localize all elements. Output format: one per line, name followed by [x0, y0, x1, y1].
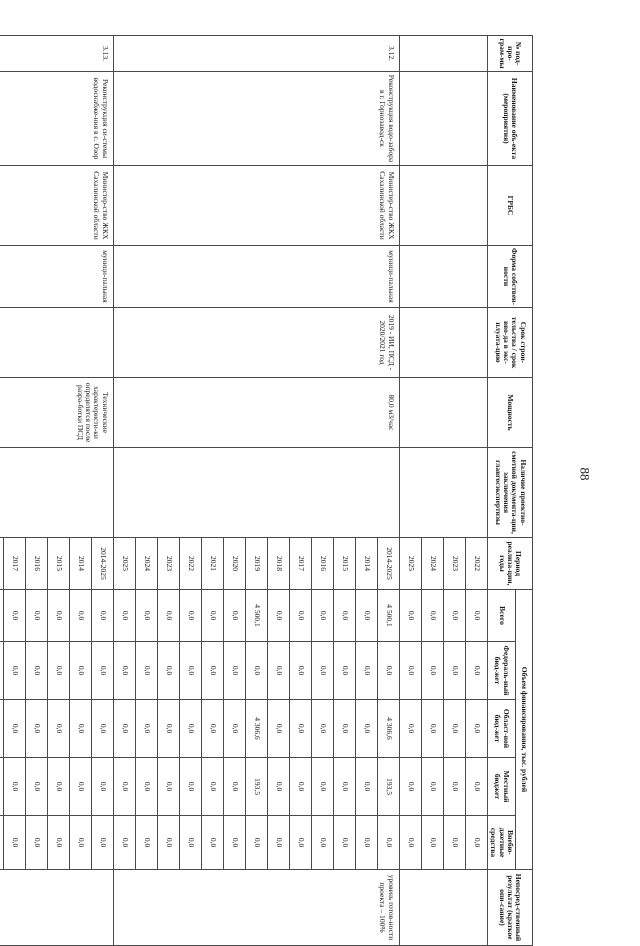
cell-federal	[0, 642, 3, 700]
cell-local: 193,5	[245, 758, 267, 816]
cell-local: 0,0	[179, 758, 201, 816]
cell-local: 0,0	[311, 758, 333, 816]
cell-private: 0,0	[91, 816, 113, 870]
item-ownership: муници-пальная	[113, 246, 399, 308]
cell-federal: 0,0	[443, 642, 465, 700]
cell-local: 0,0	[399, 758, 421, 816]
cell-total: 0,0	[267, 590, 289, 642]
cont-docs	[399, 448, 487, 538]
item-grbs: Министер-ство ЖКХ Сахалинской области	[113, 166, 399, 246]
cell-local: 0,0	[91, 758, 113, 816]
item-no: 3.12.	[113, 36, 399, 72]
header-result: Непосред-ственный результат (краткое опи-сание)	[487, 870, 532, 946]
cell-local	[0, 758, 3, 816]
cell-total: 0,0	[311, 590, 333, 642]
cell-year: 2017	[289, 538, 311, 590]
cell-year: 2020	[223, 538, 245, 590]
cell-regional: 0,0	[113, 700, 135, 758]
cell-year: 2023	[443, 538, 465, 590]
cell-federal: 0,0	[47, 642, 69, 700]
cell-regional	[0, 700, 3, 758]
cell-federal: 0,0	[157, 642, 179, 700]
cell-federal: 0,0	[465, 642, 487, 700]
cell-federal: 0,0	[245, 642, 267, 700]
cell-private	[0, 816, 3, 870]
funding-table	[0, 35, 533, 946]
cell-local: 0,0	[113, 758, 135, 816]
cell-federal: 0,0	[223, 642, 245, 700]
cell-federal: 0,0	[267, 642, 289, 700]
item-no: 3.13.	[0, 36, 113, 72]
cell-total: 0,0	[91, 590, 113, 642]
cell-private: 0,0	[223, 816, 245, 870]
cell-regional: 0,0	[289, 700, 311, 758]
cell-federal: 0,0	[135, 642, 157, 700]
cell-private: 0,0	[443, 816, 465, 870]
cell-local: 0,0	[333, 758, 355, 816]
table-row	[91, 36, 113, 946]
cell-local: 0,0	[223, 758, 245, 816]
cell-private: 0,0	[267, 816, 289, 870]
cell-total: 0,0	[443, 590, 465, 642]
cell-private: 0,0	[201, 816, 223, 870]
item-result	[0, 870, 113, 946]
cell-year: 2017	[3, 538, 25, 590]
header-capacity: Мощность	[487, 378, 532, 448]
cell-federal: 0,0	[333, 642, 355, 700]
cell-year	[0, 538, 3, 590]
cell-regional: 0,0	[311, 700, 333, 758]
cont-term	[399, 308, 487, 378]
cell-private: 0,0	[3, 816, 25, 870]
cell-year: 2018	[267, 538, 289, 590]
cell-federal: 0,0	[201, 642, 223, 700]
cell-regional: 0,0	[465, 700, 487, 758]
header-grbs: ГРБС	[487, 166, 532, 246]
cell-regional: 0,0	[3, 700, 25, 758]
item-grbs: Министер-ство ЖКХ Сахалинской области	[0, 166, 113, 246]
cell-regional: 0,0	[399, 700, 421, 758]
cell-regional: 4 306,6	[245, 700, 267, 758]
cell-total: 0,0	[3, 590, 25, 642]
header-funding-group: Объем финансирования, тыс. рублей	[516, 590, 533, 870]
cell-year: 2021	[201, 538, 223, 590]
cell-local: 0,0	[157, 758, 179, 816]
cell-local: 0,0	[135, 758, 157, 816]
cell-year: 2022	[465, 538, 487, 590]
header-local: Местный бюджет	[487, 758, 515, 816]
cell-total: 0,0	[465, 590, 487, 642]
cell-total: 0,0	[179, 590, 201, 642]
cell-private: 0,0	[289, 816, 311, 870]
cell-federal: 0,0	[399, 642, 421, 700]
cell-year: 2014-2025	[91, 538, 113, 590]
cell-total: 0,0	[113, 590, 135, 642]
cell-total: 0,0	[69, 590, 91, 642]
cell-federal: 0,0	[91, 642, 113, 700]
cell-regional: 0,0	[443, 700, 465, 758]
item-result: уровень готов-ности проекта – 100%	[113, 870, 399, 946]
header-federal: Федераль-ный бюд-жет	[487, 642, 515, 700]
cell-local: 0,0	[421, 758, 443, 816]
cell-local: 0,0	[3, 758, 25, 816]
cont-no	[399, 36, 487, 72]
cell-local: 193,5	[377, 758, 399, 816]
header-regional: Област-ной бюд-жет	[487, 700, 515, 758]
cell-total: 0,0	[355, 590, 377, 642]
cell-year: 2023	[157, 538, 179, 590]
cell-year: 2016	[25, 538, 47, 590]
cell-federal: 0,0	[69, 642, 91, 700]
header-name: Наименование объ-екта (мероприятия)	[487, 72, 532, 166]
cell-year: 2024	[421, 538, 443, 590]
cont-capacity	[399, 378, 487, 448]
cell-federal: 0,0	[421, 642, 443, 700]
cell-federal: 0,0	[25, 642, 47, 700]
cell-year: 2025	[113, 538, 135, 590]
item-name: Реконструкция водо-забора в г. Горнозавод-ск	[113, 72, 399, 166]
cell-total: 0,0	[333, 590, 355, 642]
cell-federal: 0,0	[377, 642, 399, 700]
cell-federal: 0,0	[3, 642, 25, 700]
cell-regional: 0,0	[179, 700, 201, 758]
cell-regional: 0,0	[47, 700, 69, 758]
cell-year: 2015	[47, 538, 69, 590]
item-term	[0, 308, 113, 378]
cell-local: 0,0	[465, 758, 487, 816]
cell-local: 0,0	[267, 758, 289, 816]
cell-regional: 0,0	[421, 700, 443, 758]
cell-private: 0,0	[113, 816, 135, 870]
cell-local: 0,0	[201, 758, 223, 816]
header-ownership: Форма собствен-ности	[487, 246, 532, 308]
cont-ownership	[399, 246, 487, 308]
cell-regional: 0,0	[223, 700, 245, 758]
cell-total: 0,0	[223, 590, 245, 642]
table-row	[377, 36, 399, 946]
cell-regional: 0,0	[135, 700, 157, 758]
cell-year: 2022	[179, 538, 201, 590]
cell-total	[0, 590, 3, 642]
cell-year: 2016	[311, 538, 333, 590]
cell-federal: 0,0	[289, 642, 311, 700]
cont-grbs	[399, 166, 487, 246]
cell-year: 2019	[245, 538, 267, 590]
cont-result	[399, 870, 487, 946]
cell-regional: 0,0	[333, 700, 355, 758]
header-term: Срок строи-тельства / срок вво-да в экс-плуата-цию	[487, 308, 532, 378]
table-body	[0, 36, 487, 946]
cell-private: 0,0	[399, 816, 421, 870]
rotated-table-frame	[10, 35, 533, 942]
cell-total: 4 500,1	[377, 590, 399, 642]
cell-private: 0,0	[355, 816, 377, 870]
cell-private: 0,0	[47, 816, 69, 870]
cell-total: 0,0	[399, 590, 421, 642]
cell-regional: 0,0	[201, 700, 223, 758]
cell-private: 0,0	[245, 816, 267, 870]
cell-year: 2025	[399, 538, 421, 590]
cell-year: 2024	[135, 538, 157, 590]
cell-local: 0,0	[443, 758, 465, 816]
cell-federal: 0,0	[355, 642, 377, 700]
cell-regional: 0,0	[355, 700, 377, 758]
cell-total: 0,0	[289, 590, 311, 642]
header-total: Всего	[487, 590, 515, 642]
item-docs	[0, 448, 113, 538]
item-docs	[113, 448, 399, 538]
cell-total: 0,0	[201, 590, 223, 642]
cell-total: 0,0	[25, 590, 47, 642]
cell-private: 0,0	[157, 816, 179, 870]
cell-private: 0,0	[333, 816, 355, 870]
cell-regional: 0,0	[267, 700, 289, 758]
header-private: Внебю-джетные средства	[487, 816, 515, 870]
table-row	[465, 36, 487, 946]
cell-private: 0,0	[25, 816, 47, 870]
cell-total: 0,0	[421, 590, 443, 642]
cell-total: 0,0	[135, 590, 157, 642]
cell-private: 0,0	[311, 816, 333, 870]
cell-private: 0,0	[179, 816, 201, 870]
cell-regional: 0,0	[91, 700, 113, 758]
cell-regional: 0,0	[25, 700, 47, 758]
cell-private: 0,0	[69, 816, 91, 870]
cell-total: 0,0	[157, 590, 179, 642]
cell-year: 2014	[355, 538, 377, 590]
cell-local: 0,0	[355, 758, 377, 816]
page-number: 88	[577, 467, 593, 481]
rotated-table-container	[10, 35, 533, 942]
cell-federal: 0,0	[179, 642, 201, 700]
cell-private: 0,0	[377, 816, 399, 870]
cell-regional: 0,0	[157, 700, 179, 758]
cell-private: 0,0	[421, 816, 443, 870]
cell-federal: 0,0	[311, 642, 333, 700]
cell-federal: 0,0	[113, 642, 135, 700]
header-docs: Наличие проектно-сметной документа-ции, заключения главгосэкспертизы	[487, 448, 532, 538]
item-capacity: Технические характеристи-ки определятся после разра-ботки ПСД	[0, 378, 113, 448]
cell-local: 0,0	[25, 758, 47, 816]
cell-regional: 4 306,6	[377, 700, 399, 758]
item-ownership: муници-пальная	[0, 246, 113, 308]
cell-regional: 0,0	[69, 700, 91, 758]
header-no: № под-про-грам-мы	[487, 36, 532, 72]
cell-year: 2014-2025	[377, 538, 399, 590]
item-term: 2019 - ИИ, ПСД - 2020/2021 год	[113, 308, 399, 378]
cell-local: 0,0	[69, 758, 91, 816]
item-capacity: 80,0 м3/час	[113, 378, 399, 448]
cell-year: 2015	[333, 538, 355, 590]
cell-private: 0,0	[135, 816, 157, 870]
cell-total: 0,0	[47, 590, 69, 642]
cell-total: 4 500,1	[245, 590, 267, 642]
header-period: Период реализа-ции, годы	[487, 538, 532, 590]
cell-local: 0,0	[289, 758, 311, 816]
cell-year: 2014	[69, 538, 91, 590]
table-header	[487, 36, 532, 946]
cell-local: 0,0	[47, 758, 69, 816]
cell-private: 0,0	[465, 816, 487, 870]
item-name: Реконструкция си-стемы водоснабже-ния в с. Озор	[0, 72, 113, 166]
cont-name	[399, 72, 487, 166]
